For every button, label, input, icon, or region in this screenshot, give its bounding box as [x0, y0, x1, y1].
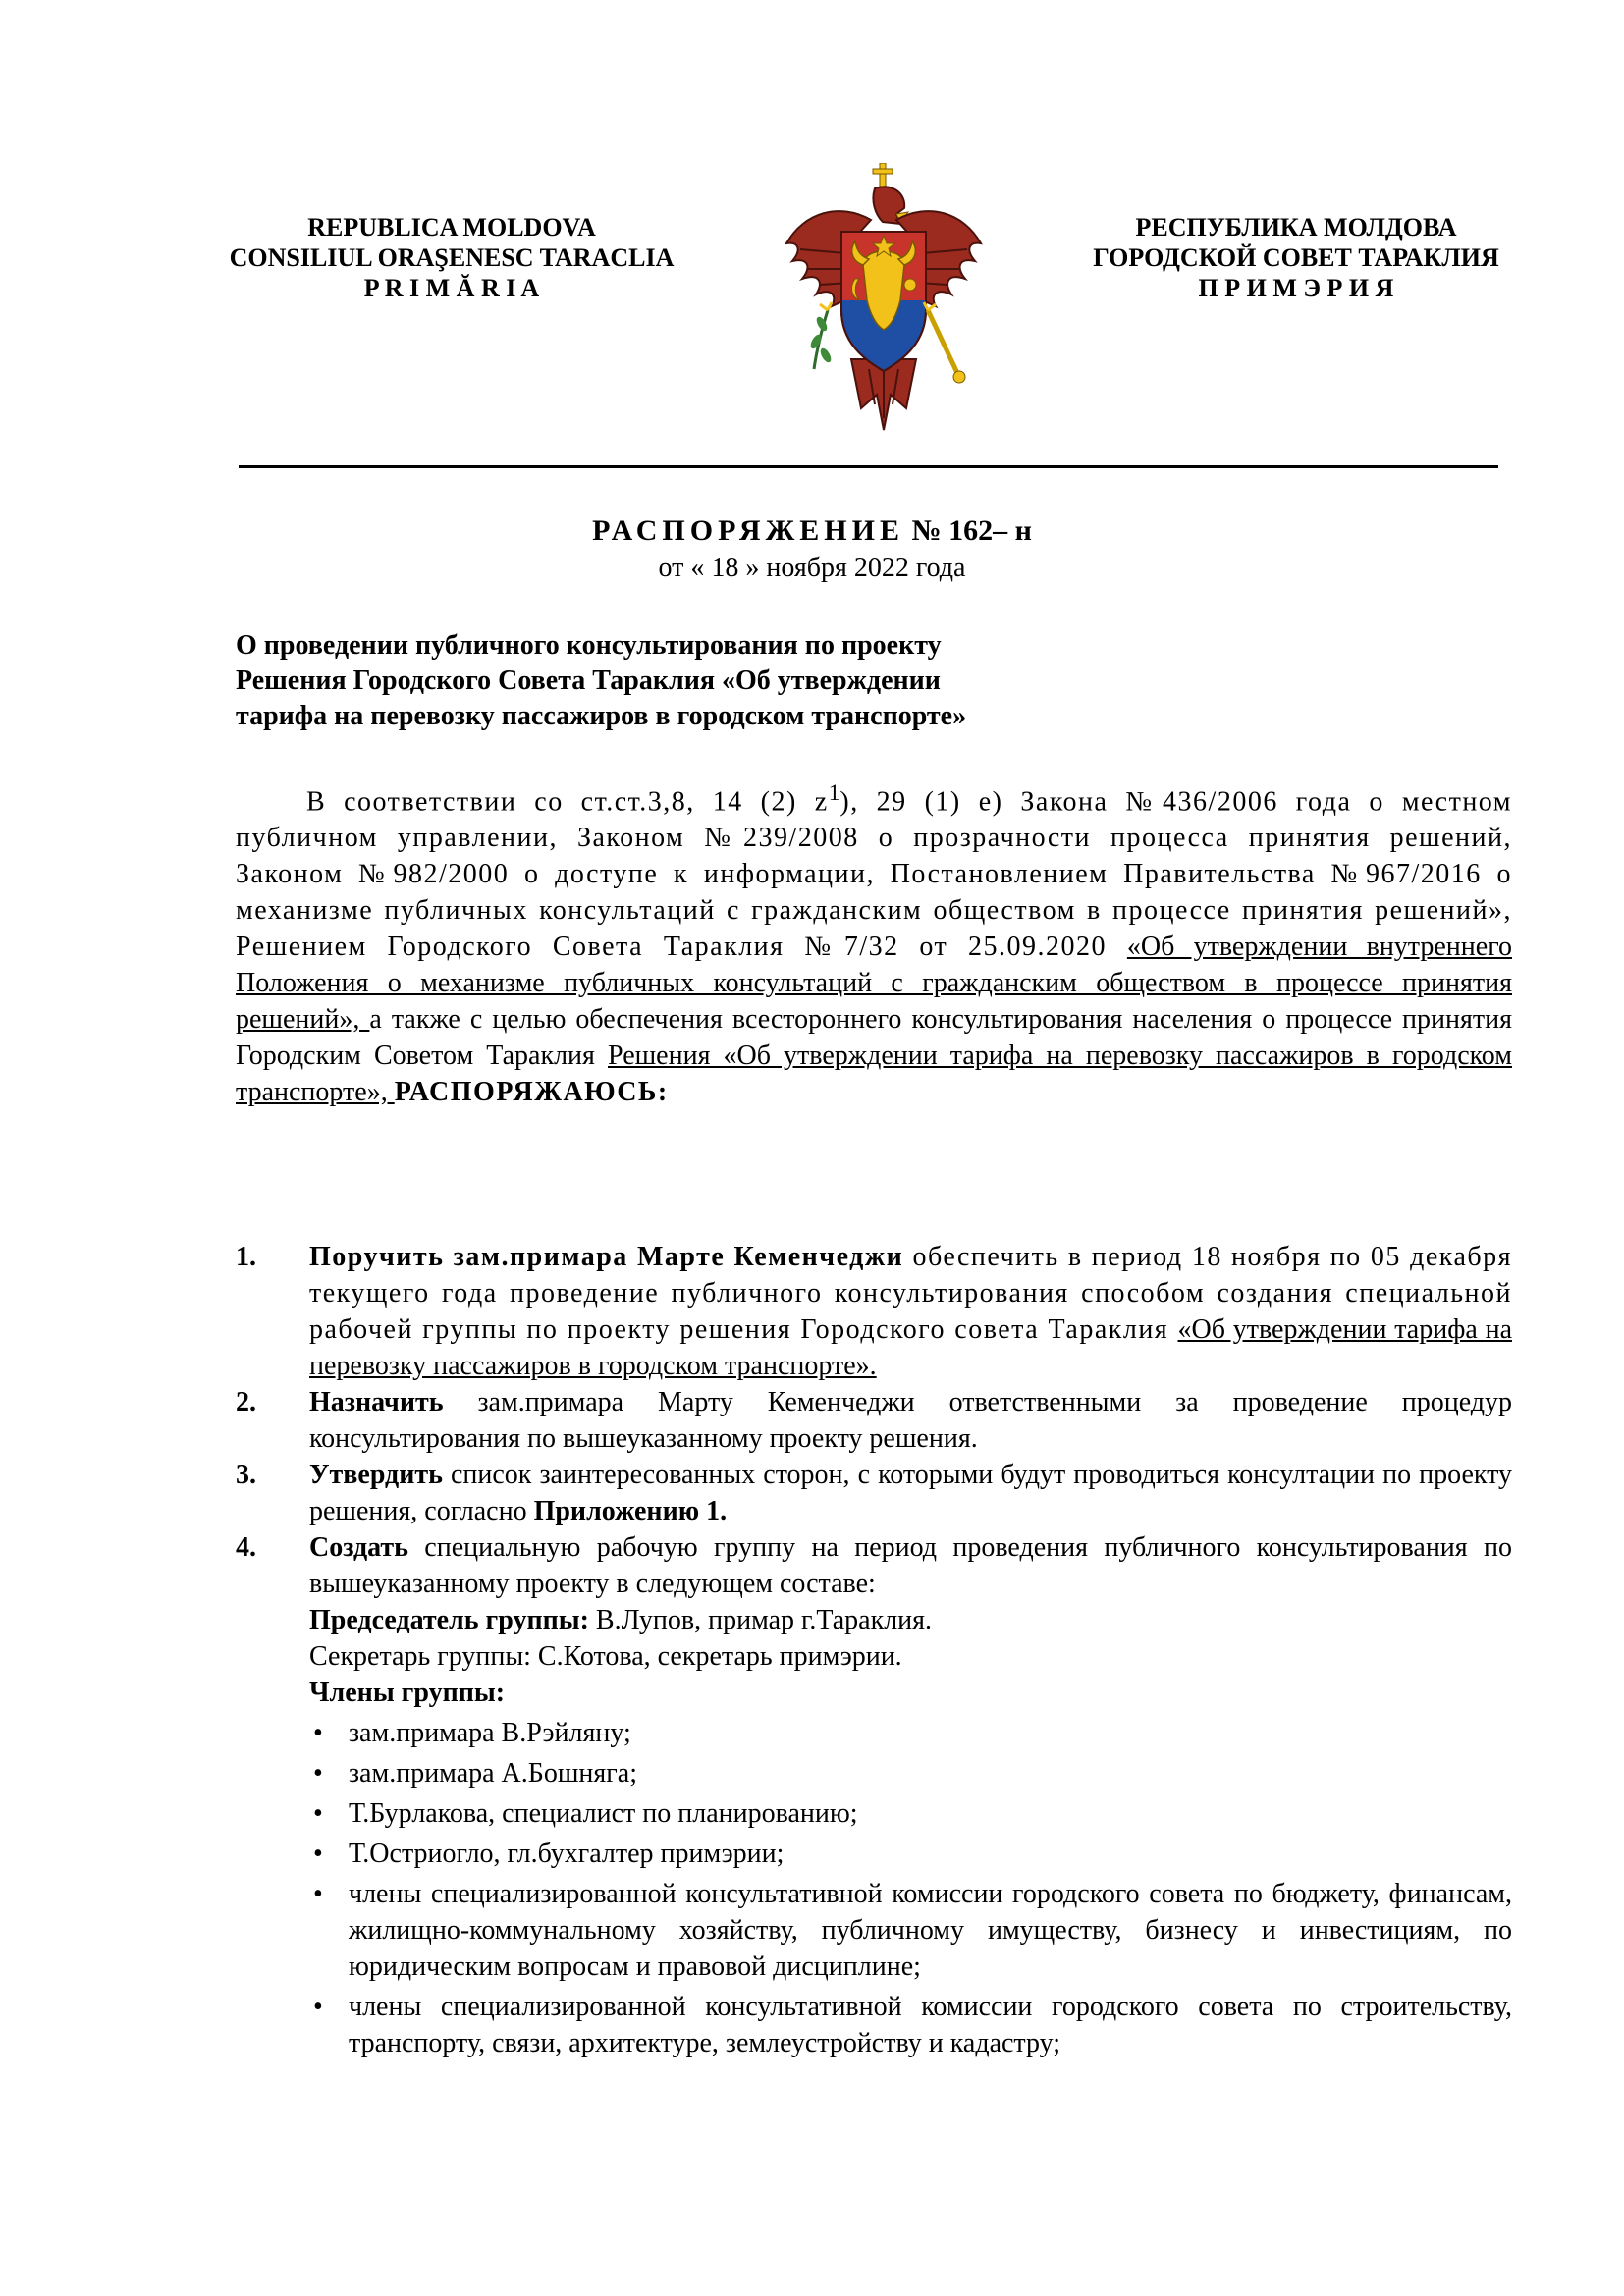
document-title [0, 512, 1624, 550]
item-number: 2. [236, 1387, 256, 1417]
item-number: 1. [236, 1242, 256, 1272]
item-lead: Назначить [309, 1387, 444, 1417]
group-member-text: Т.Бурлакова, специалист по планированию; [349, 1798, 858, 1829]
group-member-text: зам.примара В.Рэйляну; [349, 1718, 631, 1748]
group-members-label: Члены группы: [309, 1678, 506, 1708]
order-item-1 [236, 1239, 1512, 1384]
subject-line: Решения Городского Совета Тараклия «Об утверждении [236, 666, 941, 696]
group-member-text: члены специализированной консультативной комиссии городского совета по бюджету, финансам, жилищно-коммунальному хозяйству, публичному имуществу, бизнесу и инвестициям, по юридическим вопросам и правовой дисциплине; [349, 1879, 1512, 1982]
bullet-icon: • [313, 1718, 323, 1748]
header-country-ru: РЕСПУБЛИКА МОЛДОВА [1135, 213, 1457, 241]
preamble-superscript: 1 [828, 780, 840, 806]
header-divider [239, 465, 1498, 468]
group-member [309, 1989, 1512, 2061]
bullet-icon: • [313, 1839, 323, 1869]
item-number: 3. [236, 1460, 256, 1490]
item-lead: Утвердить [309, 1460, 443, 1490]
group-chair [309, 1602, 1512, 1638]
group-member-text: зам.примара А.Бошняга; [349, 1758, 637, 1789]
group-chair-label: Председатель группы: [309, 1605, 589, 1635]
header-country-ro: REPUBLICA MOLDOVA [307, 213, 596, 241]
order-item-2 [236, 1384, 1512, 1457]
group-member-text: Т.Остриогло, гл.бухгалтер примэрии; [349, 1839, 785, 1869]
item-number: 4. [236, 1532, 256, 1563]
item-lead: Поручить зам.примара Марте Кеменчеджи [309, 1242, 904, 1272]
document-subject [236, 628, 1139, 734]
group-member-text: члены специализированной консультативной комиссии городского совета по строительству, транспорту, связи, архитектуре, землеустройству и кадастру; [349, 1992, 1512, 2058]
group-member [309, 1755, 1512, 1791]
preamble-paragraph [236, 775, 1512, 1110]
item-reference: «Об утверждении тарифа на перевозку пассажиров в городском транспорте». [309, 1314, 1512, 1381]
document-date: от « 18 » ноября 2022 года [658, 553, 966, 583]
item-appendix-ref: Приложению 1. [533, 1496, 728, 1526]
group-member [309, 1795, 1512, 1832]
moldova-coat-of-arms-icon [781, 163, 987, 438]
document-title-word: РАСПОРЯЖЕНИЕ [592, 514, 904, 547]
item-lead: Создать [309, 1532, 408, 1563]
order-items [236, 1239, 1512, 2061]
group-member [309, 1715, 1512, 1751]
header-office-ro: P R I M Ă R I A [363, 274, 540, 302]
bullet-icon: • [313, 1992, 323, 2022]
group-chair-value: В.Лупов, примар г.Тараклия. [588, 1605, 933, 1635]
preamble-reference-1: «Об утверждении внутреннего Положения о механизме публичных консультаций с гражданским обществом в процессе принятия решений», [236, 932, 1512, 1036]
header-council-ro: CONSILIUL ORAŞENESC TARACLIA [229, 243, 675, 272]
preamble-text-2: ), 29 (1) е) Закона №436/2006 года о местном публичном управлении, Законом №239/2008 о прозрачности процесса принятия решений, Законом №982/2000 о доступе к информации, Постановлением Правительства №967/2016 о механизме публичных консультаций с гражданским обществом в процессе принятия решений», Решением Городского Совета Тараклия №7/32 от 25.09.2020 [236, 786, 1512, 963]
bullet-icon: • [313, 1879, 323, 1909]
preamble-reference-2: Решения «Об утверждении тарифа на перевозку пассажиров в городском транспорте», [236, 1041, 1512, 1108]
order-item-4 [236, 1529, 1512, 2061]
header-romanian [187, 212, 717, 303]
item-text: специальную рабочую группу на период проведения публичного консультирования по вышеуказанному проекту в следующем составе: [309, 1532, 1512, 1599]
header-russian [1060, 212, 1532, 303]
document-number: № 162– н [911, 514, 1032, 547]
item-text: зам.примара Марту Кеменчеджи ответственными за проведение процедур консультирования по вышеуказанному проекту решения. [309, 1387, 1512, 1454]
preamble-text-1: В соответствии со ст.ст.3,8, 14 (2) z [306, 786, 829, 818]
header-council-ru: ГОРОДСКОЙ СОВЕТ ТАРАКЛИЯ [1093, 243, 1499, 272]
group-secretary: Секретарь группы: С.Котова, секретарь примэрии. [309, 1641, 902, 1672]
order-item-3 [236, 1457, 1512, 1529]
bullet-icon: • [313, 1758, 323, 1789]
item-text: обеспечить в период 18 ноября по 05 декабря текущего года проведение публичного консультирования способом создания специальной рабочей группы по проекту решения Городского совета Тараклия [309, 1242, 1512, 1345]
group-member [309, 1876, 1512, 1985]
preamble-text-3: а также с целью обеспечения всестороннего консультирования населения о процессе принятия Городским Советом Тараклия [236, 1004, 1512, 1072]
item-text: список заинтересованных сторон, с которыми будут проводиться консултации по проекту решения, согласно [309, 1460, 1512, 1526]
subject-line: О проведении публичного консультирования по проекту [236, 630, 942, 661]
command-word: РАСПОРЯЖАЮСЬ: [394, 1077, 669, 1108]
header-office-ru: П Р И М Э Р И Я [1198, 274, 1394, 302]
bullet-icon: • [313, 1798, 323, 1829]
group-member [309, 1836, 1512, 1872]
subject-line: тарифа на перевозку пассажиров в городском транспорте» [236, 701, 967, 731]
